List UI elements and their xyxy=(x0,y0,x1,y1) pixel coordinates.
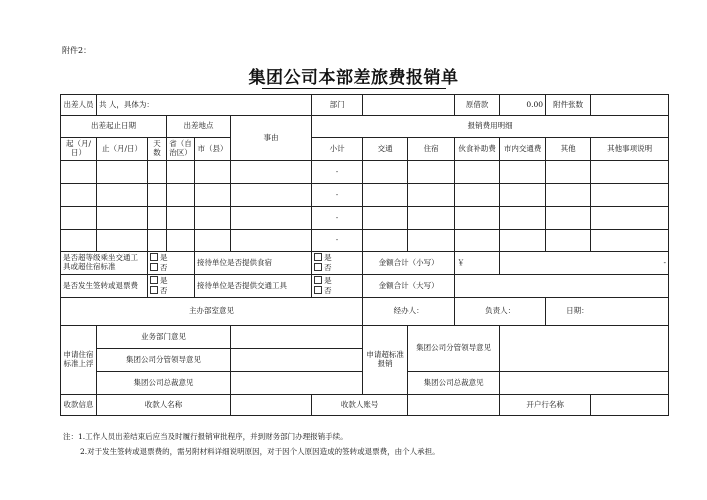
yes-option[interactable]: 是 xyxy=(314,253,360,263)
payee-name-label: 收款人名称 xyxy=(97,395,231,416)
yes-option[interactable]: 是 xyxy=(150,276,192,286)
payee-name-input[interactable] xyxy=(231,395,312,416)
checkbox-icon[interactable] xyxy=(314,253,322,261)
checkbox-icon[interactable] xyxy=(150,276,158,284)
group-vp-left-label: 集团公司分管领导意见 xyxy=(97,349,231,372)
title-underline xyxy=(262,88,446,89)
over-standard-question: 是否超等级乘坐交通工具或超住宿标准 xyxy=(61,252,148,275)
total-uppercase-value[interactable] xyxy=(455,275,669,298)
loan-value[interactable]: 0.00 xyxy=(500,95,546,116)
meal-lodging-checkboxes xyxy=(312,252,363,275)
subtotal-cell: - xyxy=(312,207,363,230)
attachment-label: 附件2： xyxy=(62,46,92,55)
yes-option[interactable]: 是 xyxy=(150,253,192,263)
other-note-header: 其他事项说明 xyxy=(591,138,669,161)
ticket-change-checkboxes xyxy=(148,275,195,298)
no-option[interactable]: 否 xyxy=(150,263,192,273)
reason-header: 事由 xyxy=(231,116,312,161)
table-row xyxy=(61,184,669,207)
group-president-left-label: 集团公司总裁意见 xyxy=(97,372,231,395)
dates-group-header: 出差起止日期 xyxy=(61,116,167,138)
group-vp-right-label: 集团公司分管领导意见 xyxy=(408,326,500,372)
transport-provided-checkboxes xyxy=(312,275,363,298)
bank-name-input[interactable] xyxy=(591,395,669,416)
total-uppercase-label: 金额合计（大写） xyxy=(363,275,455,298)
subtotal-cell: - xyxy=(312,161,363,184)
transport-header: 交通 xyxy=(363,138,408,161)
details-group-header: 报销费用明细 xyxy=(312,116,669,138)
checkbox-icon[interactable] xyxy=(150,263,158,271)
subtotal-cell: - xyxy=(312,184,363,207)
transport-provided-question: 接待单位是否提供交通工具 xyxy=(195,275,312,298)
department-input[interactable] xyxy=(363,95,455,116)
table-row xyxy=(61,207,669,230)
attachments-input[interactable] xyxy=(591,95,669,116)
no-option[interactable]: 否 xyxy=(314,286,360,296)
payee-account-label: 收款人账号 xyxy=(312,395,408,416)
date-label: 日期： xyxy=(546,298,669,326)
dept-opinion-label: 主办部室意见 xyxy=(61,298,363,326)
checkbox-icon[interactable] xyxy=(314,286,322,294)
attachments-label: 附件张数 xyxy=(546,95,591,116)
checkbox-icon[interactable] xyxy=(314,276,322,284)
reimbursement-form xyxy=(60,94,669,416)
department-label: 部门 xyxy=(312,95,363,116)
group-vp-left-input[interactable] xyxy=(231,349,363,372)
group-president-right-input[interactable] xyxy=(500,372,669,395)
note-2: 2.对于发生签转或退票费的，需另附材料详细说明原因，对于因个人原因造成的签转或退票费，由个人承担。 xyxy=(80,447,440,456)
no-option[interactable]: 否 xyxy=(314,263,360,273)
group-president-left-input[interactable] xyxy=(231,372,363,395)
province-header: 省（自治区） xyxy=(167,138,195,161)
places-group-header: 出差地点 xyxy=(167,116,231,138)
loan-label: 原借款 xyxy=(455,95,500,116)
group-vp-right-input[interactable] xyxy=(500,326,669,372)
end-date-header: 止（月/日） xyxy=(97,138,148,161)
start-date-header: 起（月/日） xyxy=(61,138,97,161)
subtotal-cell: - xyxy=(312,230,363,252)
handler-label: 经办人： xyxy=(363,298,455,326)
checkbox-icon[interactable] xyxy=(314,263,322,271)
no-option[interactable]: 否 xyxy=(150,286,192,296)
page-title: 集团公司本部差旅费报销单 xyxy=(248,68,459,88)
traveler-input[interactable]: 共 人，具体为： xyxy=(97,95,312,116)
traveler-label: 出差人员 xyxy=(61,95,97,116)
yes-option[interactable]: 是 xyxy=(314,276,360,286)
business-dept-label: 业务部门意见 xyxy=(97,326,231,349)
ticket-change-question: 是否发生签转或退票费 xyxy=(61,275,148,298)
total-lowercase-label: 金额合计（小写） xyxy=(363,252,455,275)
note-1: 注：1.工作人员出差结束后应当及时履行报销审批程序，并到财务部门办理报销手续。 xyxy=(63,432,348,441)
table-row xyxy=(61,161,669,184)
local-transport-header: 市内交通费 xyxy=(500,138,546,161)
total-currency-symbol: ￥ xyxy=(455,252,500,275)
city-header: 市（县） xyxy=(195,138,231,161)
checkbox-icon[interactable] xyxy=(150,286,158,294)
payee-account-input[interactable] xyxy=(408,395,500,416)
bank-name-label: 开户行名称 xyxy=(500,395,591,416)
subtotal-header: 小计 xyxy=(312,138,363,161)
over-standard-label: 申请超标准报销 xyxy=(363,326,408,395)
lodging-over-label: 申请住宿标准上浮 xyxy=(61,326,97,395)
checkbox-icon[interactable] xyxy=(150,253,158,261)
other-header: 其他 xyxy=(546,138,591,161)
table-row xyxy=(61,230,669,252)
responsible-label: 负责人： xyxy=(455,298,546,326)
lodging-header: 住宿 xyxy=(408,138,455,161)
business-dept-input[interactable] xyxy=(231,326,363,349)
group-president-right-label: 集团公司总裁意见 xyxy=(408,372,500,395)
meal-allowance-header: 伙食补助费 xyxy=(455,138,500,161)
notes xyxy=(63,429,440,459)
total-lowercase-value[interactable]: - xyxy=(500,252,669,275)
days-header: 天数 xyxy=(148,138,167,161)
over-standard-checkboxes xyxy=(148,252,195,275)
payee-info-label: 收款信息 xyxy=(61,395,97,416)
meal-lodging-question: 接待单位是否提供食宿 xyxy=(195,252,312,275)
